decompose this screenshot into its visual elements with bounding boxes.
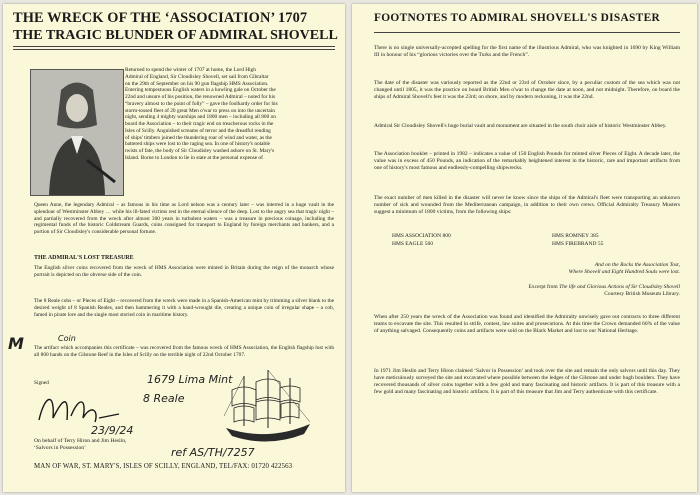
intro-line: twists of fate, the body of Sir Cloudisley washed ashore on St. Mary's [125,148,275,154]
footnotes-title: FOOTNOTES TO ADMIRAL SHOVELL'S DISASTER [374,12,661,24]
handwritten-date: 23/9/24 [91,424,134,437]
intro-continued-text: Queen Anne, the legendary Admiral – as famous in his time as Lord nelson was a century later – was interred in a huge vault in the splendour of Westminster Abbey … while his ill-fated victims rest in the eternal silence of the deep. Lost to the angry sea that tragic night – and partially recovered from the wreck after almost 300 years in turbulent waters – was a treasure in precious coinage, including the regimental funds of the historic Coldstream Guards, coins consigned for transport to England by foreign merchants and bankers, and a portion of Sir Cloudisley's considerable personal fortune. [34,202,334,235]
courtesy-line: Courtesy British Museum Library. [604,291,680,297]
title-rule-top [13,46,335,47]
intro-line: “bravery almost to the point of folly” – gave the foolhardy order for his [125,100,278,107]
ship-list-row [552,241,603,248]
intro-line: storm-tossed fleet of 20 great Men o'war to press on into the uncertain [125,107,275,114]
ship-name: HMS FIREBRAND [552,241,597,247]
intro-line: Returned to spend the winter of 1707 at home, the Lord High [125,67,256,73]
poem-line-1: And on the Rocks the Association Tost, [594,262,680,268]
intro-line: Admiral of England, Sir Cloudisley Shovell, set sail from Gibraltar [125,73,269,80]
ship-list-row [392,241,433,248]
footnotes-right-page [352,4,697,492]
artifact-paragraph: The artifact which accompanies this certificate – was recovered from the famous wreck of HMS Association, the English flagship lost with all 800 hands on the Gilstone Reef in the Isles of Scilly on the terrible night of 22nd October 1707. [34,345,334,358]
intro-line: Entering tempestuous English waters in a howling gale on October the [125,87,276,94]
certificate-subtitle: THE TRAGIC BLUNDER OF ADMIRAL SHOVELL [13,28,338,43]
signed-label: Signed [34,380,49,386]
handwritten-coin: Coin [58,334,76,343]
handwritten-reference: ref AS/TH/7257 [171,446,255,459]
footnote-date: The date of the disaster was variously reported as the 22nd or 23rd of October since, by a peculiar custom of the sea which was not changed until 1805, it was the practice on board British Men o'war to change the date at noon, and not midnight. Therefore, on board the ships of Admiral Shovell's feet it was the 23rd; on shore, and by modern reckoning, it was the 22nd. [374,80,680,100]
intro-line: board the Association – to their tragic end on treacherous rocks in the [125,121,274,127]
ship-list-row [552,233,599,240]
contact-footer: MAN OF WAR, ST. MARY'S, ISLES OF SCILLY, ENGLAND, TEL/FAX: 01720 422563 [34,463,293,470]
ship-men: 55 [597,241,604,247]
lost-treasure-heading: THE ADMIRAL'S LOST TREASURE [34,255,134,261]
on-behalf-text: On behalf of Terry Hiron and Jim Heslin, [34,438,127,444]
footnote-salvors: In 1971 Jim Heslin and Terry Hiron claimed ‘Salvor in Possession’ and took over the site and remain the only salvors until this day. They have meticulously surveyed the site and excavated where possible between the ledges of the Gilstone and under hugh boulders. They have recovered thousands of silver coins together with a few gold and many fascinating and historic artifacts. It is part of this treasure with a few gold and many fascinating and historic artifacts. It is part of this treasure that Jim and Terry authenticate with this certificate. [374,368,680,395]
excerpt-source [374,284,680,291]
handwritten-mint: 1679 Lima Mint [147,373,233,386]
handwritten-initial-mark: M [8,334,24,353]
footnote-burial: Admiral Sir Cloudisley Shovell's huge burial vault and monument are situated in the south choir aisle of historic Westminster Abbey. [374,123,667,129]
footnote-value: The Association booklet – printed in 1982 – indicates a value of 150 English Pounds for minted silver Pieces of Eight. A decade later, the value was in excess of 450 Pounds, an indication of the remarkably heightened interest in the historic, rare and important artifacts from one of history's most famous and endlessly-compelling shipwrecks. [374,151,680,171]
certificate-left-page [3,4,345,492]
intro-line: night, sending 4 mighty warships and 1800 men – including all 800 on [125,114,276,121]
ship-name: HMS ROMNEY [552,233,589,239]
ship-name: HMS ASSOCIATION [392,233,442,239]
footnote-victims: The exact number of men killed in the disaster will never be know since the ships of the Admiral's fleet were transporting an unknown number of sick and wounded from the Mediterranean campaign, in addition to their own crews. Official Admiralty Treasury Musters suggest a minimum of 1800 victims, from the following ships: [374,195,680,215]
ship-men: 385 [590,233,599,239]
salvor-signature-image [33,388,123,428]
footnotes-title-rule [374,32,680,33]
silver-coins-paragraph: The English silver coins recovered from the wreck of HMS Association were minted in Britain during the reign of the monarch whose portrait is depicted on the obverse side of the coin. [34,265,334,278]
intro-text [125,67,333,162]
ship-men: 800 [442,233,451,239]
certificate-title: THE WRECK OF THE ‘ASSOCIATION’ 1707 [13,10,308,26]
poem-line-2: Where Shovell and Eight Hundred Souls were lost. [568,269,680,275]
title-rule-bottom [13,49,335,50]
footnote-salvage-history: When after 250 years the wreck of the Association was found and identified the Admiralty unwisely gave out contracts to three different teams to excavate the site. This resulted in strife, contest, law suites and prosecutions. At this time the Crown demanded 66% of the value of anything salvaged. Consequently coins and artifacts were sold on the Black Market and lost to our National Heritage. [374,314,680,334]
handwritten-reale: 8 Reale [143,392,185,405]
intro-line: battered ships were lost to the raging sea. In one of history's notable [125,141,271,148]
intro-line: Island. Borne to London to lie in state at the personal expense of [125,154,263,161]
salvors-possession-text: ‘Salvors in Possession’ [34,445,86,451]
intro-line: 22nd and unsure of his position, the renowned Admiral – noted for his [125,94,276,100]
admiral-portrait-image [30,69,124,196]
ship-name: HMS EAGLE [392,241,424,247]
footnote-spelling: There is no single universally-accepted spelling for the first name of the illustrious Admiral, who was knighted in 1690 by King William III in honour of his “glorious victories over the Turks and the French”. [374,45,680,58]
reale-cobs-paragraph: The 8 Reale cobs – or Pieces of Eight – recovered from the wreck were made in a Spanish-American mint by trimming a silver blank to the desired weight of 8 Spanish Reales, and then hammering it with a hand-wrought die, creating a unique coin of irregular shape – a cob, famed in pirate lore and the single most storied coin in maritime history. [34,298,334,318]
intro-line: Isles of Scilly. Anguished screams of terror and the dreadful rending [125,127,271,134]
ship-men: 560 [424,241,433,247]
intro-line: on the 29th of September on his 90 gun flagship HMS Association. [125,80,269,87]
excerpt-prefix: Excerpt from [528,284,560,290]
excerpt-book-title: The life and Glorious Actions of Sir Cloudisley Shovell [559,284,680,290]
intro-line: of ships' timbers joined the thundering roar of wind and water, as the [125,134,272,141]
ship-list-row [392,233,451,240]
sailing-ship-illustration [222,368,314,448]
